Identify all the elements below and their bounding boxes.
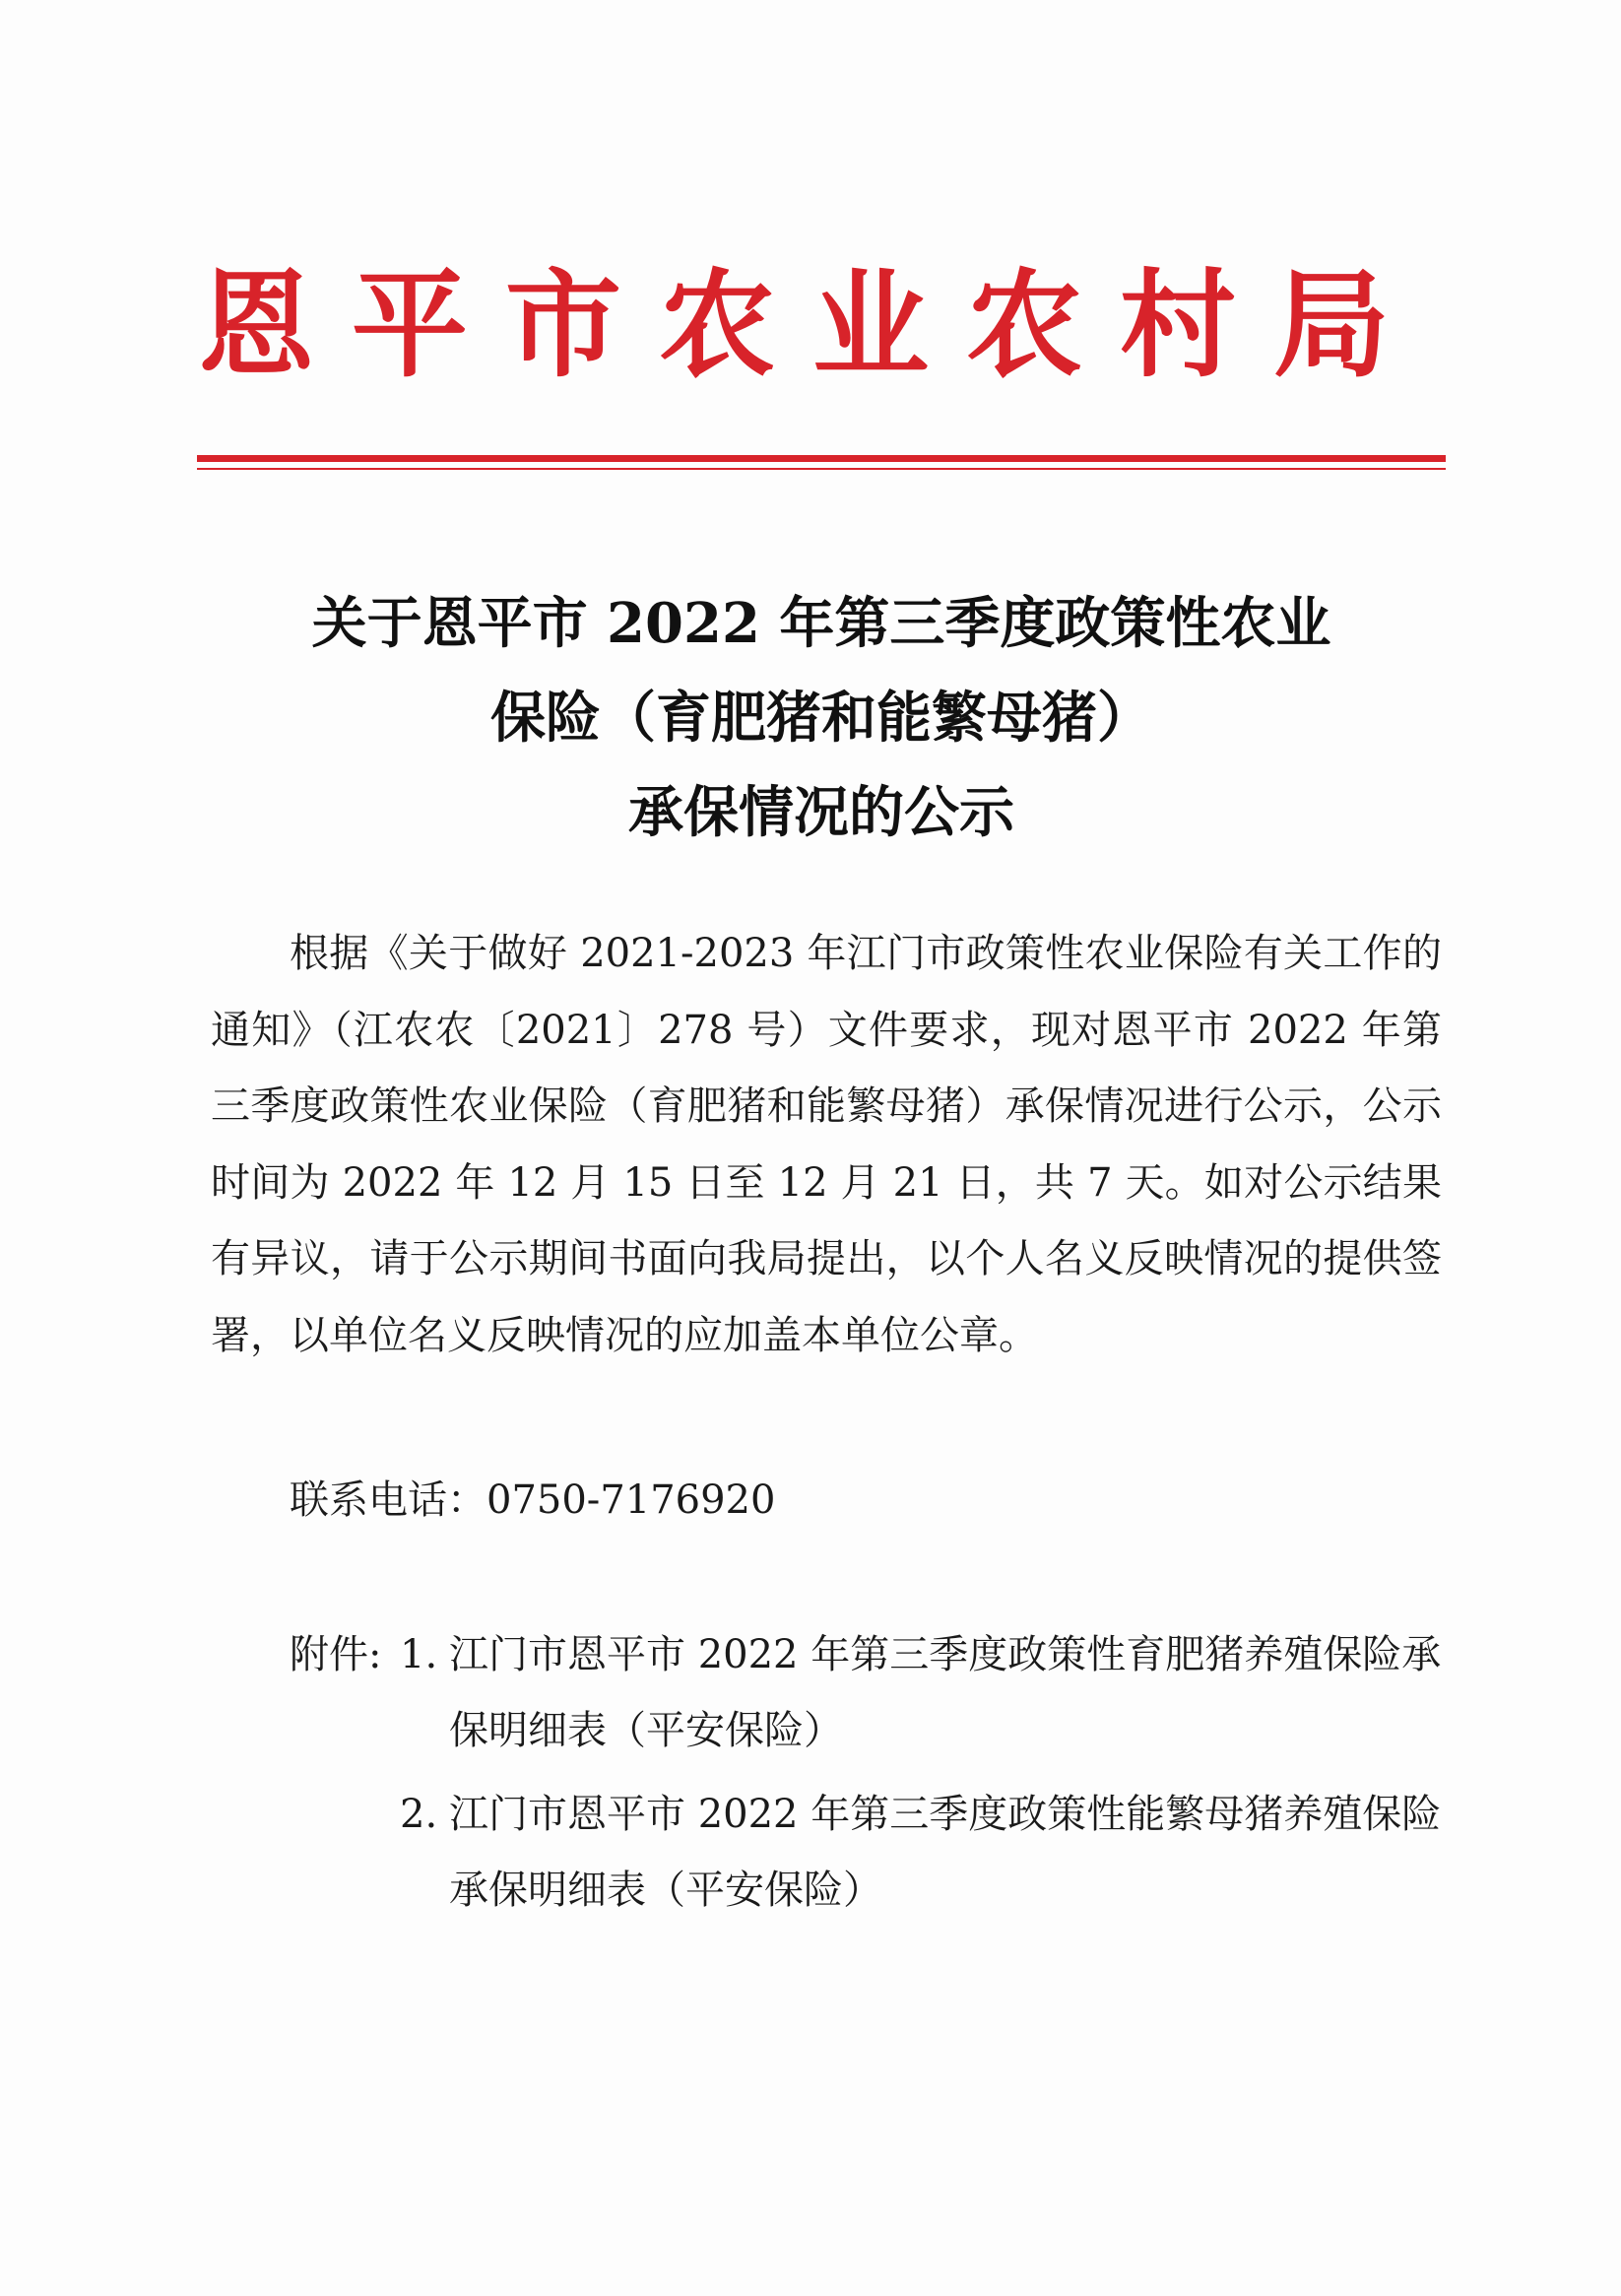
notice-paragraph: 根据《关于做好 2021-2023 年江门市政策性农业保险有关工作的通知》（江农农〔2021〕278 号）文件要求，现对恩平市 2022 年第三季度政策性农业保险（育肥猪和能繁母猪）承保情况进行公示，公示时间为 2022 年 12 月 15 日至 12 月 21 日，共 7 天。如对公示结果有异议，请于公示期间书面向我局提出，以个人名义反映情况的提供签署，以单位名义反映情况的应加盖本单位公章。 [211,931,1442,1358]
attachment-number: 2. [400,1792,438,1837]
attachment-text: 江门市恩平市 2022 年第三季度政策性育肥猪养殖保险承保明细表（平安保险） [449,1632,1442,1753]
contact-line [290,1463,775,1539]
attachment-number: 1. [400,1632,438,1677]
title-line-3: 承保情况的公示 [628,780,1014,845]
header-red-rule-thin [197,468,1446,470]
title-line-2: 保险（育肥猪和能繁母猪） [490,686,1152,751]
organization-header: 恩平市农业农村局 [197,256,1427,393]
attachment-item-1 [290,1617,1452,1769]
attachments-label: 附件: [290,1632,382,1677]
document-title [197,576,1446,860]
title-line-1: 关于恩平市 2022 年第三季度政策性农业 [311,591,1331,656]
contact-phone: 0750-7176920 [486,1477,776,1523]
attachment-text: 江门市恩平市 2022 年第三季度政策性能繁母猪养殖保险承保明细表（平安保险） [449,1792,1442,1913]
attachment-item-2 [400,1777,1452,1929]
notice-body [211,916,1442,1374]
contact-label: 联系电话： [290,1477,486,1523]
header-red-rule-thick [197,455,1446,462]
attachments-section [290,1617,1452,1929]
